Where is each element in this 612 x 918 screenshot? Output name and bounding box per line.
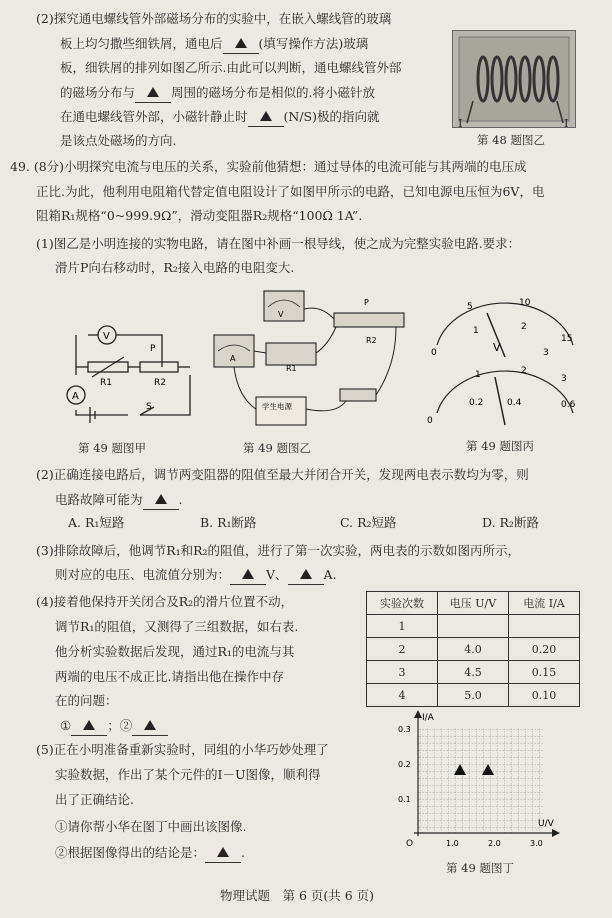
svg-text:5: 5 (467, 302, 473, 312)
svg-text:15: 15 (561, 334, 573, 344)
graph-grid (418, 728, 544, 833)
svg-text:1: 1 (473, 326, 479, 336)
sliding-rheostat (334, 313, 404, 327)
svg-text:0.3: 0.3 (398, 725, 411, 734)
svg-text:1: 1 (475, 370, 481, 380)
q49-head2: 正比.为此，他利用电阻箱代替定值电阻设计了如图甲所示的电路，已知电源电压恒为6V，电 (36, 184, 545, 199)
svg-text:3: 3 (561, 374, 567, 384)
voltmeter-letter: V (103, 331, 110, 342)
q49-part4-l5: 在的问题： (55, 693, 118, 708)
data-table (366, 591, 580, 707)
r1-variable-arrow (92, 357, 124, 377)
page-footer: 物理试题 第 6 页(共 6 页) (220, 888, 375, 903)
meters-bing (425, 295, 585, 435)
fig48-caption: 第 48 题图乙 (477, 133, 545, 147)
q49-part3-a: (3)排除故障后，他调节R₁和R₂的阻值，进行了第一次实验，两电表的示数如图丙所示， (36, 543, 521, 558)
svg-text:P: P (364, 298, 369, 307)
svg-text:2: 2 (521, 322, 527, 332)
label-r1: R1 (100, 378, 112, 388)
svg-text:10: 10 (519, 298, 531, 308)
voltmeter-device (264, 291, 304, 321)
q49-blank-issue2[interactable] (132, 717, 168, 736)
voltmeter-arc (437, 303, 573, 345)
ammeter-letter: A (72, 391, 79, 402)
option-b[interactable]: B. R₁断路 (200, 515, 257, 530)
q49-head1: 49. (8分)小明探究电流与电压的关系，实验前他猜想：通过导体的电流可能与其两端的电压成 (10, 159, 527, 174)
q49-part1-a: (1)图乙是小明连接的实物电路，请在图中补画一根导线，使之成为完整实验电路.要求： (36, 236, 521, 251)
svg-text:0: 0 (431, 348, 437, 358)
option-a[interactable]: A. R₁短路 (68, 515, 125, 530)
q49-blank-voltage[interactable] (230, 566, 266, 585)
label-r2: R2 (154, 378, 166, 388)
q48-line5: 在通电螺线管外部，小磁针静止时 (N/S)极的指向就 (60, 108, 379, 127)
switch-device (340, 389, 376, 401)
svg-text:2: 2 (521, 366, 527, 376)
q48-line1: (2)探究通电螺线管外部磁场分布的实验中，在嵌入螺线管的玻璃 (36, 11, 392, 26)
fig49-bing-caption: 第 49 题图丙 (466, 439, 534, 453)
graph-x-label: U/V (538, 819, 554, 829)
q49-part1-b: 滑片P向右移动时，R₂接入电路的电阻变大. (55, 260, 295, 275)
svg-text:0.2: 0.2 (469, 398, 484, 408)
q48-blank2[interactable] (135, 84, 171, 103)
ammeter-arc (437, 371, 573, 413)
svg-text:V: V (493, 341, 501, 354)
q49-blank-issue1[interactable] (71, 717, 107, 736)
q49-part4-l2: 调节R₁的阻值，又测得了三组数据，如右表. (55, 619, 299, 634)
ammeter-needle (495, 377, 505, 425)
q48-blank1[interactable] (223, 35, 259, 54)
option-c[interactable]: C. R₂短路 (340, 515, 397, 530)
q49-blank-conclusion[interactable] (205, 844, 241, 863)
q49-part5-l4: ①请你帮小华在图丁中画出该图像. (55, 819, 247, 834)
table-row: 4 5.0 0.10 (367, 684, 580, 707)
svg-text:A: A (230, 354, 236, 363)
q48-line4: 的磁场分布与 周围的磁场分布是相似的.将小磁针放 (60, 84, 375, 103)
resistance-box (266, 343, 316, 365)
q48-blank3[interactable] (248, 108, 284, 127)
solenoid-photo (452, 30, 576, 128)
graph-y-label: I/A (422, 713, 434, 723)
fig49-jia-caption: 第 49 题图甲 (78, 441, 146, 455)
table-row: 2 4.0 0.20 (367, 638, 580, 661)
label-s: S (146, 402, 152, 412)
q49-part4-answers: ① ；② (60, 717, 168, 736)
q48-line3: 板，细铁屑的排列如图乙所示.由此可以判断，通电螺线管外部 (60, 60, 402, 75)
svg-text:1.0: 1.0 (446, 839, 459, 848)
q49-blank-current[interactable] (288, 566, 324, 585)
q49-part5-l3: 出了正确结论. (55, 792, 134, 807)
svg-text:0.2: 0.2 (398, 760, 411, 769)
current-label-right: I (564, 116, 569, 130)
q49-part3-b: 则对应的电压、电流值分别为： V、 A. (55, 566, 337, 585)
svg-text:3: 3 (543, 348, 549, 358)
q49-part4-l1: (4)接着他保持开关闭合及R₂的滑片位置不动， (36, 594, 294, 609)
table-header-row: 实验次数 电压 U/V 电流 I/A (367, 592, 580, 615)
iu-graph-ding[interactable] (392, 708, 562, 858)
q48-line6: 是该点处磁场的方向. (60, 133, 177, 148)
svg-text:O: O (406, 839, 414, 849)
q49-part5-l5: ②根据图像得出的结论是： . (55, 844, 245, 863)
circuit-diagram-jia (58, 315, 208, 435)
q49-part4-l3: 他分析实验数据后发现，通过R₁的电流与其 (55, 644, 295, 659)
svg-text:R1: R1 (286, 364, 297, 373)
svg-text:0.6: 0.6 (561, 400, 576, 410)
svg-text:R2: R2 (366, 336, 377, 345)
fig49-yi-caption: 第 49 题图乙 (243, 441, 311, 455)
q49-part2-b: 电路故障可能为 . (55, 491, 183, 510)
q49-head3: 阻箱R₁规格“0~999.9Ω”，滑动变阻器R₂规格“100Ω 1A”. (36, 208, 363, 223)
q49-part2-a: (2)正确连接电路后，调节两变阻器的阻值至最大并闭合开关，发现两电表示数均为零，则 (36, 467, 529, 482)
solenoid-drawing (453, 31, 575, 127)
power-supply-label: 学生电源 (262, 402, 292, 411)
q49-part5-l1: (5)正在小明准备重新实验时，同组的小华巧妙处理了 (36, 742, 329, 757)
q49-blank-fault[interactable] (143, 491, 179, 510)
svg-text:3.0: 3.0 (530, 839, 543, 848)
rheostat-r2 (140, 362, 178, 372)
current-label-left: I (458, 116, 463, 130)
fig49-ding-caption: 第 49 题图丁 (446, 861, 514, 875)
svg-text:0.1: 0.1 (398, 795, 411, 804)
svg-text:0.4: 0.4 (507, 398, 522, 408)
label-p: P (150, 344, 156, 354)
q48-line2: 板上均匀撒些细铁屑，通电后 (填写操作方法)玻璃 (60, 35, 368, 54)
svg-text:0: 0 (427, 416, 433, 426)
table-row: 3 4.5 0.15 (367, 661, 580, 684)
physical-circuit-yi (206, 285, 406, 435)
q49-part4-l4: 两端的电压不成正比.请指出他在操作中存 (55, 669, 284, 684)
q49-part5-l2: 实验数据，作出了某个元件的I－U图像，顺利得 (55, 767, 321, 782)
svg-text:V: V (278, 310, 284, 319)
svg-text:2.0: 2.0 (488, 839, 501, 848)
option-d[interactable]: D. R₂断路 (482, 515, 539, 530)
table-row: 1 (367, 615, 580, 638)
